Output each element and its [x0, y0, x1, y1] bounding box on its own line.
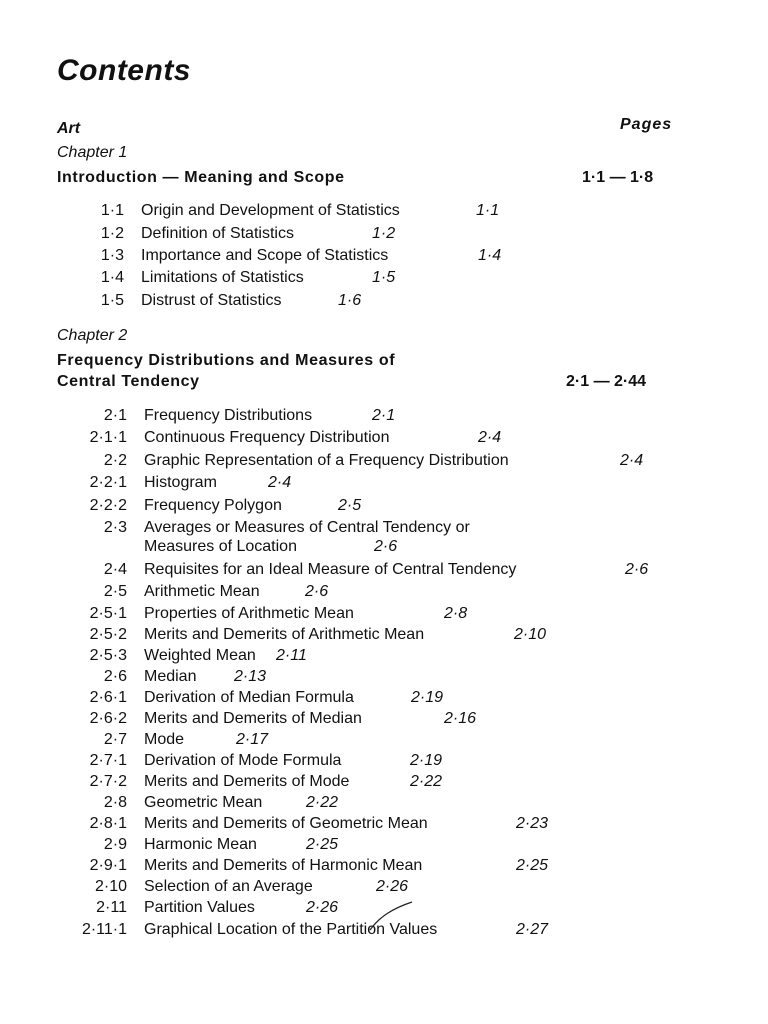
toc-entry-page: 2·22	[410, 773, 443, 790]
toc-entry-number: 2·8	[103, 794, 127, 811]
toc-entry-number: 2·5·1	[89, 605, 127, 622]
toc-entry-page: 2·22	[306, 794, 339, 811]
toc-entry-title: Graphical Location of the Partition Values	[144, 921, 438, 938]
toc-entry-number: 2·9·1	[89, 857, 127, 874]
toc-entry	[0, 668, 768, 688]
toc-entry-number: 1·4	[100, 269, 124, 286]
toc-entry-number: 2·2·2	[89, 497, 127, 514]
toc-entry	[0, 752, 768, 772]
toc-entry-title: Frequency Polygon	[144, 497, 282, 514]
toc-entry-page: 2·1	[372, 407, 396, 424]
toc-entry-number: 2·5·3	[89, 647, 127, 664]
toc-entry	[0, 247, 768, 267]
toc-entry-title: Merits and Demerits of Median	[144, 710, 362, 727]
column-header-pages: Pages	[620, 116, 673, 133]
toc-entry	[0, 605, 768, 625]
toc-entry-title: Mode	[144, 731, 185, 748]
toc-entry-page: 2·8	[444, 605, 468, 622]
toc-entry	[0, 202, 768, 222]
toc-entry-number: 2·10	[94, 878, 127, 895]
chapter-1-title: Introduction — Meaning and Scope	[57, 169, 345, 186]
toc-entry	[0, 731, 768, 751]
toc-entry	[0, 857, 768, 877]
toc-entry-page: 2·26	[306, 899, 339, 916]
toc-entry-number: 1·3	[100, 247, 124, 264]
toc-entry	[0, 225, 768, 245]
toc-entry-title: Partition Values	[144, 899, 255, 916]
toc-entry	[0, 452, 768, 472]
toc-entry-page: 2·26	[376, 878, 409, 895]
toc-entry-page: 2·19	[411, 689, 444, 706]
toc-entry-page: 2·17	[236, 731, 269, 748]
toc-entry	[0, 292, 768, 312]
toc-entry-page: 2·25	[306, 836, 339, 853]
toc-entry-page: 2·6	[305, 583, 329, 600]
toc-entry-title: Importance and Scope of Statistics	[141, 247, 389, 264]
toc-entry	[0, 429, 768, 449]
toc-entry-number: 1·5	[100, 292, 124, 309]
toc-entry-page: 2·19	[410, 752, 443, 769]
toc-entry	[0, 474, 768, 494]
toc-entry	[0, 836, 768, 856]
toc-entry-title: Continuous Frequency Distribution	[144, 429, 390, 446]
toc-entry	[0, 626, 768, 646]
toc-entry-page: 1·5	[372, 269, 396, 286]
toc-entry-page: 2·11	[276, 647, 307, 664]
toc-entry-title: Graphic Representation of a Frequency Distribution	[144, 452, 509, 469]
toc-entry-page: 2·4	[620, 452, 644, 469]
toc-entry-number: 2·1·1	[89, 429, 127, 446]
toc-entry-number: 2·5·2	[89, 626, 127, 643]
handwritten-mark-icon	[368, 900, 418, 936]
toc-entry-number: 2·6·1	[89, 689, 127, 706]
toc-entry	[0, 773, 768, 793]
toc-entry-title: Properties of Arithmetic Mean	[144, 605, 354, 622]
toc-entry-page: 1·4	[478, 247, 502, 264]
toc-entry-title: Selection of an Average	[144, 878, 313, 895]
toc-entry-number: 2·4	[103, 561, 127, 578]
chapter-1-page-range: 1·1 — 1·8	[582, 169, 654, 186]
toc-entry-title: Distrust of Statistics	[141, 292, 282, 309]
toc-entry-number: 2·6·2	[89, 710, 127, 727]
toc-entry-number: 2·1	[103, 407, 127, 424]
toc-entry	[0, 407, 768, 427]
toc-entry-title: Frequency Distributions	[144, 407, 313, 424]
toc-entry-page: 1·1	[476, 202, 500, 219]
toc-entry-page: 2·4	[268, 474, 292, 491]
chapter-2-page-range: 2·1 — 2·44	[566, 373, 647, 390]
toc-entry-page: 2·10	[514, 626, 547, 643]
toc-entry-title-continued: Measures of Location	[144, 538, 297, 555]
toc-entry	[0, 519, 768, 561]
toc-entry-title: Merits and Demerits of Arithmetic Mean	[144, 626, 425, 643]
chapter-2-title-line-2: Central Tendency	[57, 373, 200, 390]
toc-entry-title: Limitations of Statistics	[141, 269, 304, 286]
toc-entry-number: 2·3	[103, 519, 127, 536]
toc-entry-title: Averages or Measures of Central Tendency or	[144, 519, 470, 536]
toc-entry-page: 2·6	[625, 561, 649, 578]
toc-entry-number: 2·7·1	[89, 752, 127, 769]
toc-entry-number: 2·11	[96, 899, 127, 916]
chapter-1-label: Chapter 1	[57, 144, 128, 161]
page-title: Contents	[57, 54, 191, 87]
toc-entry-title: Histogram	[144, 474, 217, 491]
toc-entry-page: 2·5	[338, 497, 362, 514]
toc-entry-title: Arithmetic Mean	[144, 583, 260, 600]
toc-entry-title: Definition of Statistics	[141, 225, 294, 242]
toc-entry-title: Weighted Mean	[144, 647, 256, 664]
toc-entry	[0, 815, 768, 835]
toc-entry-number: 2·11·1	[81, 921, 127, 938]
column-header-art: Art	[57, 120, 81, 137]
toc-entry-title: Merits and Demerits of Geometric Mean	[144, 815, 428, 832]
toc-entry-page: 2·4	[478, 429, 502, 446]
toc-entry-title: Harmonic Mean	[144, 836, 257, 853]
toc-entry	[0, 269, 768, 289]
toc-entry-number: 2·7·2	[89, 773, 127, 790]
toc-entry-title: Requisites for an Ideal Measure of Central Tendency	[144, 561, 517, 578]
toc-entry-title: Median	[144, 668, 197, 685]
toc-entry	[0, 689, 768, 709]
toc-entry-page: 1·2	[372, 225, 396, 242]
toc-entry-page: 1·6	[338, 292, 362, 309]
toc-entry-number: 2·5	[103, 583, 127, 600]
chapter-2-label: Chapter 2	[57, 327, 128, 344]
toc-entry-number: 2·2·1	[89, 474, 127, 491]
chapter-2-title-line-1: Frequency Distributions and Measures of	[57, 352, 396, 369]
toc-entry-number: 1·1	[100, 202, 124, 219]
toc-entry-number: 2·8·1	[89, 815, 127, 832]
toc-entry	[0, 878, 768, 898]
toc-entry-title: Origin and Development of Statistics	[141, 202, 400, 219]
toc-entry	[0, 561, 768, 581]
toc-entry-page: 2·6	[374, 538, 398, 555]
toc-entry	[0, 710, 768, 730]
toc-entry	[0, 583, 768, 603]
toc-entry-page: 2·13	[234, 668, 267, 685]
toc-entry	[0, 647, 768, 667]
toc-entry	[0, 497, 768, 517]
toc-entry-number: 2·7	[103, 731, 127, 748]
toc-entry-number: 2·2	[103, 452, 127, 469]
toc-entry-number: 2·6	[103, 668, 127, 685]
toc-entry-page: 2·23	[516, 815, 549, 832]
toc-entry-title: Merits and Demerits of Harmonic Mean	[144, 857, 423, 874]
toc-entry-title: Derivation of Mode Formula	[144, 752, 342, 769]
toc-entry	[0, 794, 768, 814]
toc-entry-page: 2·27	[516, 921, 549, 938]
toc-entry-number: 1·2	[100, 225, 124, 242]
toc-entry-title: Merits and Demerits of Mode	[144, 773, 350, 790]
toc-entry-page: 2·16	[444, 710, 477, 727]
toc-entry-number: 2·9	[103, 836, 127, 853]
toc-entry-title: Derivation of Median Formula	[144, 689, 354, 706]
toc-entry-page: 2·25	[516, 857, 549, 874]
toc-entry-title: Geometric Mean	[144, 794, 263, 811]
